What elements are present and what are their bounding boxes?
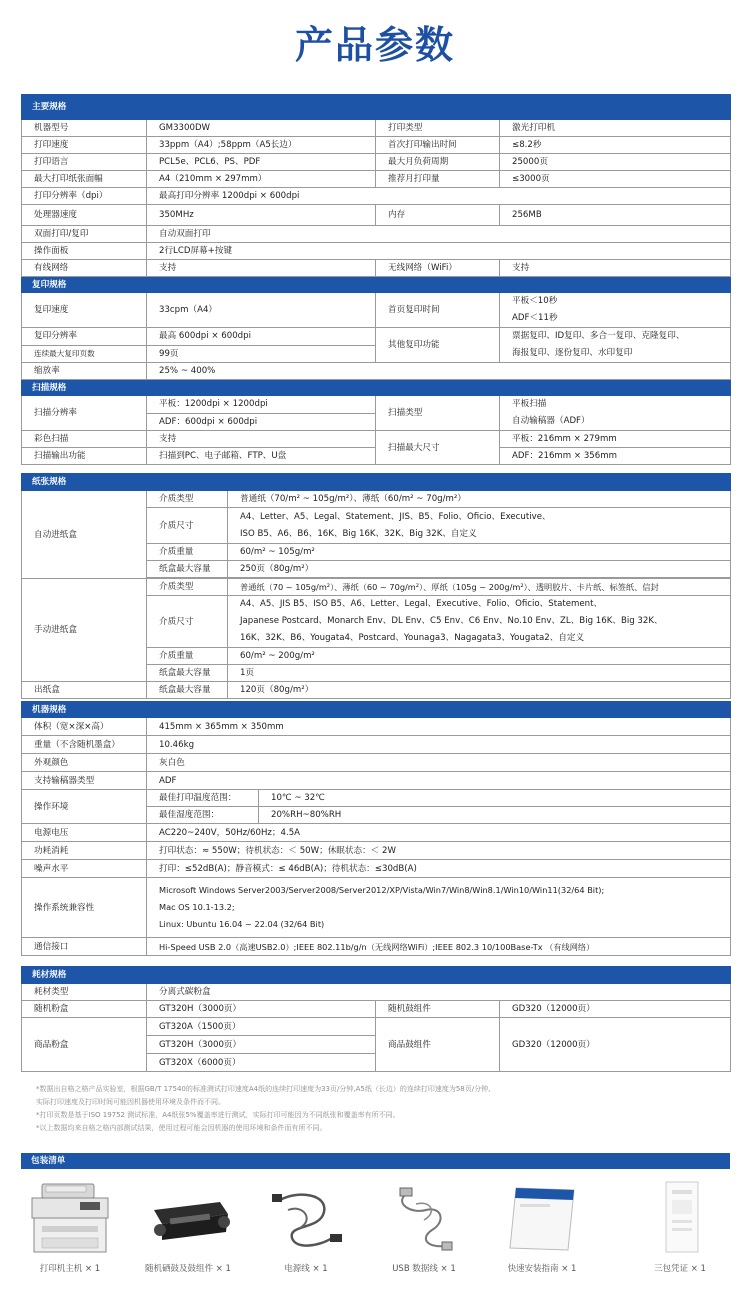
spec-value: GT320A（1500页） bbox=[147, 1018, 376, 1036]
spec-value: GT320H（3000页） bbox=[147, 1036, 376, 1054]
spec-label: 打印类型 bbox=[376, 120, 500, 137]
spec-value: ≤8.2秒 bbox=[500, 137, 731, 154]
spec-value: 支持 bbox=[147, 260, 376, 277]
spec-label: 电源电压 bbox=[22, 824, 147, 842]
machine-table bbox=[21, 701, 731, 956]
spec-value: 415mm × 365mm × 350mm bbox=[147, 718, 731, 736]
spec-value: 票据复印、ID复印、多合一复印、克隆复印、 海报复印、逐份复印、水印复印 bbox=[500, 328, 731, 363]
spec-label: 机器型号 bbox=[22, 120, 147, 137]
spec-label: 支持输稿器类型 bbox=[22, 772, 147, 790]
spec-value: 2行LCD屏幕+按键 bbox=[147, 243, 731, 260]
spec-value: A4、Letter、A5、Legal、Statement、JIS、B5、Folio、Oficio、Executive、 ISO B5、A6、B6、16K、Big 16K、32K、Big 32K、自定义 bbox=[228, 508, 731, 544]
spec-value: 平板：1200dpi × 1200dpi bbox=[147, 396, 376, 414]
spec-value: 支持 bbox=[147, 431, 376, 448]
spec-value: 25000页 bbox=[500, 154, 731, 171]
spec-value: 平板＜10秒 ADF＜11秒 bbox=[500, 293, 731, 328]
spec-label: 内存 bbox=[376, 205, 500, 226]
spec-label: 自动进纸盒 bbox=[22, 491, 147, 579]
spec-value: ADF：600dpi × 600dpi bbox=[147, 413, 376, 431]
package-item-label: 随机硒鼓及鼓组件 × 1 bbox=[145, 1264, 231, 1274]
consumable-table bbox=[21, 966, 731, 1072]
spec-label: 有线网络 bbox=[22, 260, 147, 277]
package-item bbox=[12, 1180, 128, 1280]
spec-value: 33ppm（A4）;58ppm（A5长边） bbox=[147, 137, 376, 154]
package-item bbox=[130, 1180, 246, 1280]
spec-value: 支持 bbox=[500, 260, 731, 277]
spec-label: 扫描输出功能 bbox=[22, 448, 147, 465]
footnote: *打印页数是基于ISO 19752 测试标准，A4纸张5%覆盖率进行测试，实际打印可能因为不同纸张和覆盖率有所不同。 bbox=[36, 1111, 400, 1119]
spec-label: 打印速度 bbox=[22, 137, 147, 154]
spec-sublabel: 最佳打印温度范围： bbox=[147, 790, 259, 807]
spec-label: 扫描类型 bbox=[376, 396, 500, 431]
spec-value: 最高打印分辨率 1200dpi × 600dpi bbox=[147, 188, 731, 205]
package-item-label: 快速安装指南 × 1 bbox=[507, 1264, 577, 1274]
spec-value: Microsoft Windows Server2003/Server2008/Server2012/XP/Vista/Win7/Win8/Win8.1/Win10/Win11(32/64 Bit); Mac OS 10.1-13.2; Linux: Ubuntu 16.04 ~ 22.04 (32/64 Bit) bbox=[147, 878, 731, 938]
spec-label: 其他复印功能 bbox=[376, 328, 500, 363]
section-header-package: 包装清单 bbox=[21, 1153, 730, 1169]
spec-value: 普通纸（70 ~ 105g/m²）、薄纸（60 ~ 70g/m²）、厚纸（105g ~ 200g/m²）、透明胶片、卡片纸、标签纸、信封 bbox=[228, 579, 731, 596]
footnotes bbox=[36, 1083, 716, 1135]
spec-value: ≤3000页 bbox=[500, 171, 731, 188]
spec-value: GM3300DW bbox=[147, 120, 376, 137]
spec-value: 自动双面打印 bbox=[147, 226, 731, 243]
spec-value: 25% ~ 400% bbox=[147, 363, 731, 380]
spec-sublabel: 介质重量 bbox=[147, 648, 228, 665]
spec-value: A4（210mm × 297mm） bbox=[147, 171, 376, 188]
spec-value: PCL5e、PCL6、PS、PDF bbox=[147, 154, 376, 171]
spec-sublabel: 介质尺寸 bbox=[147, 508, 228, 544]
spec-value: 250页（80g/m²） bbox=[228, 561, 731, 578]
spec-label: 耗材类型 bbox=[22, 984, 147, 1001]
spec-label: 无线网络（WiFi） bbox=[376, 260, 500, 277]
spec-sublabel: 介质重量 bbox=[147, 544, 228, 561]
spec-label: 双面打印/复印 bbox=[22, 226, 147, 243]
spec-value: 打印：≤52dB(A)；静音模式：≤ 46dB(A)；待机状态：≤30dB(A) bbox=[147, 860, 731, 878]
footnote: *数据出自格之格产品实验室，根据GB/T 17540的标准测试打印速度A4纸的连续打印速度为33页/分钟,A5纸（长边）的连续打印速度为58页/分钟, bbox=[36, 1085, 491, 1093]
spec-label: 噪声水平 bbox=[22, 860, 147, 878]
spec-value: 扫描到PC、电子邮箱、FTP、U盘 bbox=[147, 448, 376, 465]
spec-label: 扫描最大尺寸 bbox=[376, 431, 500, 465]
section-header-scan: 扫描规格 bbox=[22, 380, 731, 396]
package-item-label: 三包凭证 × 1 bbox=[654, 1264, 706, 1274]
spec-table bbox=[21, 94, 731, 465]
spec-value: 99页 bbox=[147, 345, 376, 363]
spec-value: 33cpm（A4） bbox=[147, 293, 376, 328]
spec-value: GT320X（6000页） bbox=[147, 1054, 376, 1072]
section-header-machine: 机器规格 bbox=[22, 702, 731, 718]
spec-label: 重量（不含随机墨盒） bbox=[22, 736, 147, 754]
warranty-card-icon bbox=[632, 1180, 728, 1258]
spec-value: 256MB bbox=[500, 205, 731, 226]
package-item-label: 电源线 × 1 bbox=[284, 1264, 328, 1274]
spec-value: 灰白色 bbox=[147, 754, 731, 772]
spec-label: 操作面板 bbox=[22, 243, 147, 260]
spec-sublabel: 纸盒最大容量 bbox=[147, 561, 228, 578]
section-header-main: 主要规格 bbox=[22, 95, 731, 120]
usb-cable-icon bbox=[376, 1180, 472, 1258]
spec-value: 1页 bbox=[228, 665, 731, 682]
spec-label: 操作系统兼容性 bbox=[22, 878, 147, 938]
spec-label: 彩色扫描 bbox=[22, 431, 147, 448]
spec-label: 打印分辨率（dpi） bbox=[22, 188, 147, 205]
spec-label: 体积（宽×深×高） bbox=[22, 718, 147, 736]
spec-sublabel: 纸盒最大容量 bbox=[147, 682, 228, 699]
package-item-label: 打印机主机 × 1 bbox=[39, 1264, 101, 1274]
spec-label: 复印速度 bbox=[22, 293, 147, 328]
spec-value: 350MHz bbox=[147, 205, 376, 226]
spec-label: 首次打印输出时间 bbox=[376, 137, 500, 154]
spec-label: 操作环境 bbox=[22, 790, 147, 824]
spec-sublabel: 最佳湿度范围： bbox=[147, 807, 259, 824]
spec-value: 20%RH~80%RH bbox=[259, 807, 731, 824]
spec-sublabel: 介质尺寸 bbox=[147, 596, 228, 648]
package-item-label: USB 数据线 × 1 bbox=[392, 1264, 456, 1274]
package-item bbox=[248, 1180, 364, 1280]
spec-label: 商品鼓组件 bbox=[376, 1018, 500, 1072]
spec-label: 最大打印纸张面幅 bbox=[22, 171, 147, 188]
spec-label: 复印分辨率 bbox=[22, 328, 147, 346]
spec-label: 扫描分辨率 bbox=[22, 396, 147, 431]
spec-value: 10℃ ~ 32℃ bbox=[259, 790, 731, 807]
footnote: 实际打印速度及打印时间可能因机器使用环境及条件而不同。 bbox=[36, 1098, 225, 1106]
spec-label: 商品粉盒 bbox=[22, 1018, 147, 1072]
spec-value: A4、A5、JIS B5、ISO B5、A6、Letter、Legal、Executive、Folio、Oficio、Statement、 Japanese Postcard、Monarch Env、DL Env、C5 Env、C6 Env、No.10 Env、ZL、Big 16K、Big 32K、 16K、32K、B6、Yougata4、Postcard、Younaga3、Nagagata3、Yougata2、自定义 bbox=[228, 596, 731, 648]
spec-value: Hi-Speed USB 2.0（高速USB2.0）;IEEE 802.11b/g/n（无线网络WiFi）;IEEE 802.3 10/100Base-Tx （有线网络） bbox=[147, 938, 731, 956]
spec-value: 激光打印机 bbox=[500, 120, 731, 137]
spec-label: 打印语言 bbox=[22, 154, 147, 171]
spec-label: 缩放率 bbox=[22, 363, 147, 380]
spec-value: 分离式碳粉盒 bbox=[147, 984, 731, 1001]
spec-label: 通信接口 bbox=[22, 938, 147, 956]
section-header-consumable: 耗材规格 bbox=[22, 967, 731, 984]
spec-label: 连续最大复印页数 bbox=[22, 345, 147, 363]
spec-value: 平板：216mm × 279mm bbox=[500, 431, 731, 448]
spec-value: 10.46kg bbox=[147, 736, 731, 754]
spec-value: 打印状态：≈ 550W；待机状态：＜ 50W；休眠状态：＜ 2W bbox=[147, 842, 731, 860]
section-header-copy: 复印规格 bbox=[22, 277, 731, 293]
spec-label: 随机鼓组件 bbox=[376, 1001, 500, 1018]
spec-value: ADF bbox=[147, 772, 731, 790]
spec-value: 普通纸（70/m² ~ 105g/m²）、薄纸（60/m² ~ 70g/m²） bbox=[228, 491, 731, 508]
spec-label: 处理器速度 bbox=[22, 205, 147, 226]
power-cable-icon bbox=[258, 1180, 354, 1258]
spec-value: 60/m² ~ 105g/m² bbox=[228, 544, 731, 561]
spec-value: ADF：216mm × 356mm bbox=[500, 448, 731, 465]
section-header-paper: 纸张规格 bbox=[22, 474, 731, 491]
spec-label: 随机粉盒 bbox=[22, 1001, 147, 1018]
paper-table bbox=[21, 473, 731, 699]
spec-label: 手动进纸盒 bbox=[22, 579, 147, 682]
spec-sublabel: 介质类型 bbox=[147, 491, 228, 508]
toner-cartridge-icon bbox=[140, 1180, 236, 1258]
spec-value: GT320H（3000页） bbox=[147, 1001, 376, 1018]
footnote: *以上数据均来自格之格内部测试结果，使用过程可能会因机器的使用环境和条件而有所不同。 bbox=[36, 1124, 327, 1132]
spec-value: 最高 600dpi × 600dpi bbox=[147, 328, 376, 346]
spec-value: 平板扫描 自动输稿器（ADF） bbox=[500, 396, 731, 431]
spec-label: 出纸盒 bbox=[22, 682, 147, 699]
guide-booklet-icon bbox=[494, 1180, 590, 1258]
package-item bbox=[622, 1180, 738, 1280]
spec-value: AC220~240V，50Hz/60Hz；4.5A bbox=[147, 824, 731, 842]
spec-sublabel: 纸盒最大容量 bbox=[147, 665, 228, 682]
spec-label: 首页复印时间 bbox=[376, 293, 500, 328]
package-item bbox=[484, 1180, 600, 1280]
spec-value: GD320（12000页） bbox=[500, 1001, 731, 1018]
spec-label: 推荐月打印量 bbox=[376, 171, 500, 188]
page-title: 产品参数 bbox=[294, 23, 455, 67]
spec-label: 功耗消耗 bbox=[22, 842, 147, 860]
spec-value: GD320（12000页） bbox=[500, 1018, 731, 1072]
spec-label: 最大月负荷周期 bbox=[376, 154, 500, 171]
spec-value: 120页（80g/m²） bbox=[228, 682, 731, 699]
spec-label: 外观颜色 bbox=[22, 754, 147, 772]
printer-icon bbox=[22, 1180, 118, 1258]
spec-value: 60/m² ~ 200g/m² bbox=[228, 648, 731, 665]
spec-sublabel: 介质类型 bbox=[147, 579, 228, 596]
package-item bbox=[366, 1180, 482, 1280]
